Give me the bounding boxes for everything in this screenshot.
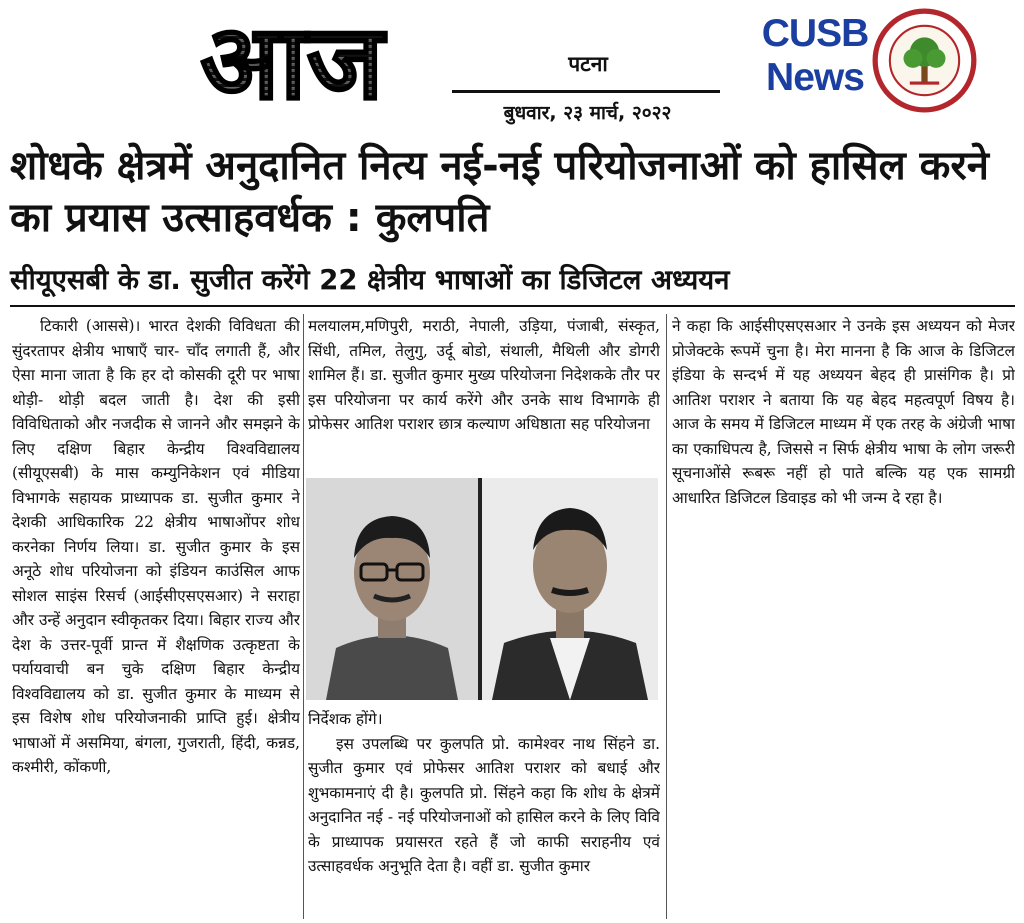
brand-line-2: News bbox=[766, 56, 864, 99]
publication-date: बुधवार, २३ मार्च, २०२२ bbox=[503, 102, 672, 124]
cusb-news-brand bbox=[760, 12, 870, 100]
article-photo bbox=[306, 478, 658, 700]
brand-line-1: CUSB bbox=[761, 12, 869, 55]
newspaper-logo bbox=[150, 6, 435, 116]
article-column-1 bbox=[12, 314, 300, 919]
headline: शोधके क्षेत्रमें अनुदानित नित्य नई-नई परियोजनाओं को हासिल करने का प्रयास उत्साहवर्धक : कुलपति bbox=[10, 143, 989, 241]
city-name: पटना bbox=[568, 52, 608, 76]
photo-caption-continuation: निर्देशक होंगे। bbox=[308, 710, 383, 728]
portrait-photo-right bbox=[482, 478, 658, 700]
article-column-2-bottom bbox=[308, 707, 660, 919]
article-column-2-top bbox=[308, 314, 660, 464]
article-paragraph: मलयालम,मणिपुरी, मराठी, नेपाली, उड़िया, पंजाबी, संस्कृत, सिंधी, तमिल, तेलुगु, उर्दू बोडो, संथाली, मैथिली और डोगरी शामिल हैं। डा. सुजीत कुमार मुख्य परियोजना निदेशकके तौर पर इस परियोजना पर कार्य करेंगे और उनके साथ विभागके ही प्रोफेसर आतिश पराशर छात्र कल्याण अधिष्ठाता सह परियोजना bbox=[308, 317, 660, 433]
university-seal-icon bbox=[872, 8, 977, 113]
column-divider bbox=[303, 314, 304, 919]
article-paragraph: इस उपलब्धि पर कुलपति प्रो. कामेश्वर नाथ सिंहने डा. सुजीत कुमार एवं प्रोफेसर आतिश पराशर को बधाई और शुभकामनाएं दी है। कुलपति प्रो. सिंहने कहा कि शोध के क्षेत्रमें अनुदानित नई - नई परियोजनाओं को हासिल करने के लिए विवि के प्राध्यापक प्रयासरत रहते हैं जो काफी सराहनीय एवं उत्साहवर्धक अनुभूति देता है। वहीं डा. सुजीत कुमार bbox=[308, 734, 660, 875]
column-divider bbox=[666, 314, 667, 919]
headline-rule bbox=[10, 305, 1015, 307]
article-column-3 bbox=[672, 314, 1015, 614]
masthead-rule bbox=[452, 90, 720, 93]
logo-text: आज bbox=[200, 6, 384, 116]
subheadline: सीयूएसबी के डा. सुजीत करेंगे 22 क्षेत्रीय भाषाओं का डिजिटल अध्ययन bbox=[10, 264, 730, 296]
article-paragraph: ने कहा कि आईसीएसएसआर ने उनके इस अध्ययन को मेजर प्रोजेक्टके रूपमें चुना है। मेरा मानना है कि आज के डिजिटल इंडिया के सन्दर्भ में यह अध्ययन बेहद ही प्रासंगिक है। प्रो आतिश पराशर ने बताया कि यह बेहद महत्वपूर्ण विषय है। आज के समय में डिजिटल माध्यम में एक तरह के अंग्रेजी भाषा का एकाधिपत्य है, जिससे न सिर्फ क्षेत्रीय भाषा के लोग जरूरी सूचनाओंसे रूबरू नहीं हो पाते बल्कि यह एक सामग्री आधारित डिजिटल डिवाइड को भी जन्म दे रहा है। bbox=[672, 317, 1015, 507]
portrait-photo-left bbox=[306, 478, 478, 700]
article-paragraph: टिकारी (आससे)। भारत देशकी विविधता की सुंदरतापर क्षेत्रीय भाषाएँ चार- चाँद लगाती हैं, और ऐसा माना जाता है कि हर दो कोसकी दूरी पर भाषा थोड़ी- थोड़ी बदल जाती है। देश की इसी विविधिताको और नजदीक से जानने और समझने के लिए दक्षिण बिहार केन्द्रीय विश्वविद्यालय (सीयूएसबी) के मास कम्युनिकेशन एवं मीडिया विभागके सहायक प्राध्यापक डा. सुजीत कुमार ने देशकी आधिकारिक 22 क्षेत्रीय भाषाओंपर शोध करनेका निर्णय लिया। डा. सुजीत कुमार के इस अनूठे शोध परियोजना को इंडियन काउंसिल आफ सोशल साइंस रिसर्च (आईसीएसएसआर) ने सराहा और उन्हें अनुदान स्वीकृतकर दिया। बिहार राज्य और देश के उत्तर-पूर्वी प्रान्त में शैक्षणिक उत्कृष्टता के पर्यायवाची बन चुके दक्षिण बिहार केन्द्रीय विश्वविद्यालय को डा. सुजीत कुमार के माध्यम से इस विशेष शोध परियोजनाकी प्राप्ति हुई। क्षेत्रीय भाषाओं में असमिया, बंगला, गुजराती, हिंदी, कन्नड, कश्मीरी, कोंकणी, bbox=[12, 317, 300, 776]
